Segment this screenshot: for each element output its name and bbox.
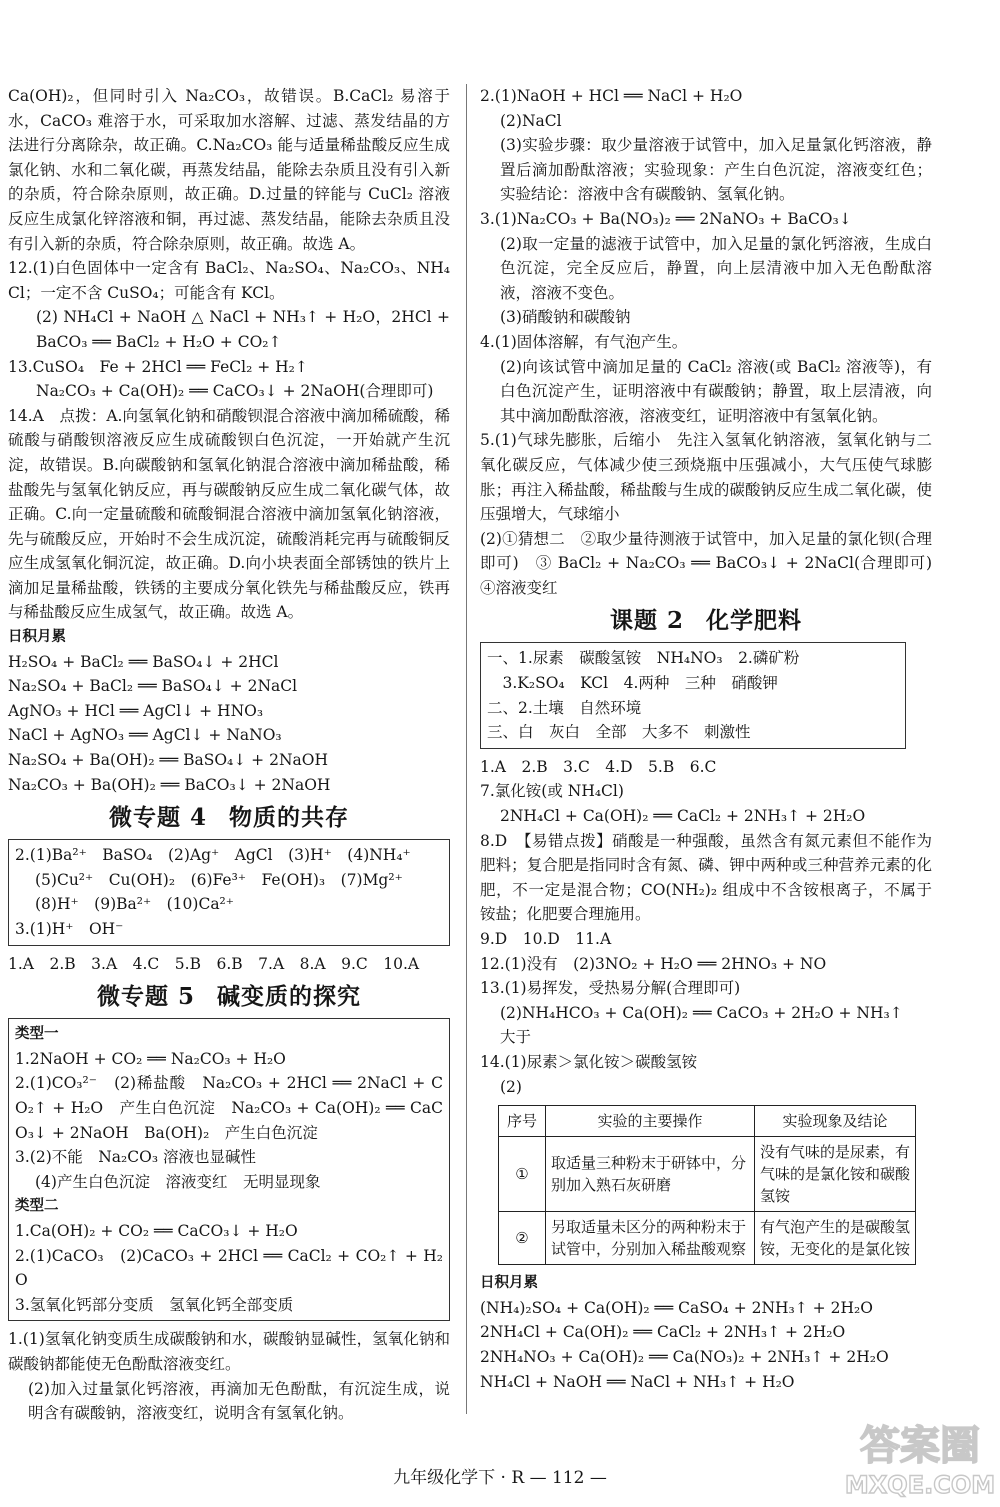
answer-5-1: 5.(1)气球先膨胀，后缩小 先注入氢氧化钠溶液，氢氧化钠与二氧化碳反应，气体减少使三颈烧瓶中压强减小，大气压使气球膨胀；再注入稀盐酸，稀盐酸与生成的碳酸钠反应生成二氧化碳，使压强增大，气球缩小 (480, 431, 932, 524)
table-cell: 取适量三种粉末于研钵中，分别加入熟石灰研磨 (546, 1137, 755, 1212)
answer-box-4 (8, 839, 450, 945)
section-title-number: 课题 2 (609, 607, 684, 635)
table-header: 序号 (499, 1106, 546, 1137)
answer-13-equation: Na₂CO₃ + Ca(OH)₂ ══ CaCO₃↓ + 2NaOH(合理即可) (36, 382, 434, 401)
table-row (499, 1137, 916, 1212)
answer-13-3: 大于 (500, 1028, 532, 1047)
equation: NaCl + AgNO₃ ══ AgCl↓ + NaNO₃ (8, 726, 282, 745)
table-header: 实验的主要操作 (546, 1106, 755, 1137)
type-label: 类型二 (15, 1198, 59, 1215)
box-line: 2.(1)CaCO₃ (2)CaCO₃ + 2HCl ══ CaCl₂ + CO₂↑ + H₂O (15, 1246, 443, 1290)
section-label-riji: 日积月累 (480, 1275, 538, 1292)
equation: NH₄Cl + NaOH ══ NaCl + NH₃↑ + H₂O (480, 1372, 795, 1391)
box-line: (8)H⁺ (9)Ba²⁺ (10)Ca²⁺ (35, 895, 234, 914)
box-line: 2.(1)Ba²⁺ BaSO₄ (2)Ag⁺ AgCl (3)H⁺ (4)NH₄⁺ (15, 846, 411, 865)
answer-2-1: 2.(1)NaOH + HCl ══ NaCl + H₂O (480, 87, 743, 105)
watermark-text: 答案圈 (860, 1423, 980, 1469)
section-title-5 (8, 978, 450, 1016)
answer-2-3: (3)实验步骤：取少量溶液于试管中，加入足量氯化钙溶液，静置后滴加酚酞溶液；实验现象：产生白色沉淀，溶液变红色；实验结论：溶液中含有碳酸钠、氢氧化钠。 (500, 136, 932, 204)
table-cell: 有气泡产生的是碳酸氢铵，无变化的是氯化铵 (755, 1212, 916, 1265)
box-line: 1.Ca(OH)₂ + CO₂ ══ CaCO₃↓ + H₂O (15, 1221, 298, 1240)
answer-13-2: (2)NH₄HCO₃ + Ca(OH)₂ ══ CaCO₃ + 2H₂O + NH₃↑ (500, 1003, 903, 1022)
answer-7-equation: 2NH₄Cl + Ca(OH)₂ ══ CaCl₂ + 2NH₃↑ + 2H₂O (500, 807, 866, 826)
answer-7: 7.氯化铵(或 NH₄Cl) (480, 782, 624, 801)
table-row (499, 1212, 916, 1265)
table-cell: ② (499, 1212, 546, 1265)
answer-14-1: 14.(1)尿素＞氯化铵＞碳酸氢铵 (480, 1052, 698, 1071)
page-footer: 九年级化学下 · R — 112 — (393, 1468, 607, 1488)
table-header-row (499, 1106, 916, 1137)
section-title-4 (8, 799, 450, 837)
box-line: 3.K₂SO₄ KCl 4.两种 三种 硝酸钾 (487, 674, 778, 693)
section-title-text: 化学肥料 (706, 607, 802, 635)
section-title-text: 碱变质的探究 (217, 983, 361, 1011)
watermark-logo (845, 1415, 995, 1503)
box-line: 3.(1)H⁺ OH⁻ (15, 920, 124, 938)
type-label: 类型一 (15, 1026, 59, 1043)
table-header: 实验现象及结论 (755, 1106, 916, 1137)
paragraph: Ca(OH)₂，但同时引入 Na₂CO₃，故错误。B.CaCl₂ 易溶于水，CaCO₃ 难溶于水，可采取加水溶解、过滤、蒸发结晶的方法进行分离除杂，故正确。C.Na₂CO₃ 能与适量稀盐酸反应生成氯化钠、水和二氧化碳，再蒸发结晶，能除去杂质且没有引入新的杂质，符合除杂原则，故正确。D.过量的锌能与 CuCl₂ 溶液反应生成氯化锌溶液和铜，再过滤、蒸发结晶，能除去杂质且没有引入新的杂质，符合除杂原则，故正确。故选 A。 (8, 87, 450, 253)
answer-13-1: 13.(1)易挥发，受热易分解(合理即可) (480, 979, 741, 998)
right-column (480, 84, 948, 1394)
section-label-riji: 日积月累 (8, 629, 66, 646)
answer-4-1: 4.(1)固体溶解，有气泡产生。 (480, 332, 688, 351)
section-title-number: 微专题 4 (108, 804, 207, 832)
equation: (NH₄)₂SO₄ + Ca(OH)₂ ══ CaSO₄ + 2NH₃↑ + 2H₂O (480, 1298, 873, 1317)
box-line: 3.(2)不能 Na₂CO₃ 溶液也显碱性 (15, 1148, 256, 1167)
box-line: 二、2.土壤 自然环境 (487, 698, 642, 717)
answer-8: 8.D 【易错点拨】硝酸是一种强酸，虽然含有氮元素但不能作为肥料；复合肥是指同时含有氮、磷、钾中两种或三种营养元素的化肥，不一定是混合物；CO(NH₂)₂ 组成中不含铵根离子，不属于铵盐；化肥要合理施用。 (480, 831, 932, 924)
section-title-ketí-2 (480, 602, 932, 640)
box-line: 3.氢氧化钙部分变质 氢氧化钙全部变质 (15, 1295, 294, 1314)
answer-2-2: (2)NaCl (500, 111, 562, 130)
equation: 2NH₄NO₃ + Ca(OH)₂ ══ Ca(NO₃)₂ + 2NH₃↑ + 2H₂O (480, 1347, 889, 1366)
box-line: 1.2NaOH + CO₂ ══ Na₂CO₃ + H₂O (15, 1049, 286, 1068)
answer-box-5 (8, 1018, 450, 1321)
experiment-table (498, 1105, 916, 1265)
answers-choice-4: 1.A 2.B 3.A 4.C 5.B 6.B 7.A 8.A 9.C 10.A (8, 954, 420, 973)
answer-14: 14.A 点拨：A.向氢氧化钠和硝酸钡混合溶液中滴加稀硫酸，稀硫酸与硝酸钡溶液反应生成硫酸钡白色沉淀，一开始就产生沉淀，故错误。B.向碳酸钠和氢氧化钠混合溶液中滴加稀盐酸，稀盐酸先与氢氧化钠反应，再与碳酸钠反应生成二氧化碳气体，故正确。C.向一定量硫酸和硫酸铜混合溶液中滴加氢氧化钠溶液，先与硫酸反应，开始时不会生成沉淀，硫酸消耗完再与硫酸铜反应生成氢氧化铜沉淀，故正确。D.向小块表面全部锈蚀的铁片上滴加足量稀盐酸，铁锈的主要成分氧化铁先与稀盐酸反应，铁再与稀盐酸反应生成氢气，故正确。故选 A。 (8, 406, 450, 622)
equation: Na₂SO₄ + Ba(OH)₂ ══ BaSO₄↓ + 2NaOH (8, 751, 328, 770)
box-line: 三、白 灰白 全部 大多不 刺激性 (487, 723, 751, 742)
answers-9-11: 9.D 10.D 11.A (480, 930, 612, 948)
column-divider (466, 84, 467, 1414)
box-line: 2.(1)CO₃²⁻ (2)稀盐酸 Na₂CO₃ + 2HCl ══ 2NaCl + CO₂↑ + H₂O 产生白色沉淀 Na₂CO₃ + Ca(OH)₂ ══ CaCO₃↓ + 2NaOH Ba(OH)₂ 产生白色沉淀 (15, 1074, 443, 1142)
answers-choice: 1.A 2.B 3.C 4.D 5.B 6.C (480, 757, 717, 776)
answer-1-2: (2)加入过量氯化钙溶液，再滴加无色酚酞，有沉淀生成，说明含有碳酸钠，溶液变红，说明含有氢氧化钠。 (28, 1379, 450, 1423)
answer-3-1: 3.(1)Na₂CO₃ + Ba(NO₃)₂ ══ 2NaNO₃ + BaCO₃↓ (480, 209, 852, 228)
answer-13: 13.CuSO₄ Fe + 2HCl ══ FeCl₂ + H₂↑ (8, 357, 308, 376)
answer-box-fertilizer (480, 642, 906, 748)
left-column (8, 84, 450, 1426)
answer-3-3: (3)硝酸钠和碳酸钠 (500, 308, 631, 327)
box-line: 一、1.尿素 碳酸氢铵 NH₄NO₃ 2.磷矿粉 (487, 649, 800, 668)
table-cell: 另取适量未区分的两种粉末于试管中，分别加入稀盐酸观察 (546, 1212, 755, 1265)
equation: AgNO₃ + HCl ══ AgCl↓ + HNO₃ (8, 701, 264, 720)
table-cell: 没有气味的是尿素，有气味的是氯化铵和碳酸氢铵 (755, 1137, 916, 1212)
table-cell: ① (499, 1137, 546, 1212)
answer-12-1: 12.(1)白色固体中一定含有 BaCl₂、Na₂SO₄、Na₂CO₃、NH₄Cl；一定不含 CuSO₄；可能含有 KCl。 (8, 259, 450, 302)
answer-14-2: (2) (500, 1077, 522, 1096)
equation: H₂SO₄ + BaCl₂ ══ BaSO₄↓ + 2HCl (8, 652, 279, 671)
equation: 2NH₄Cl + Ca(OH)₂ ══ CaCl₂ + 2NH₃↑ + 2H₂O (480, 1323, 846, 1342)
box-line: (5)Cu²⁺ Cu(OH)₂ (6)Fe³⁺ Fe(OH)₃ (7)Mg²⁺ (35, 870, 403, 889)
equation: Na₂CO₃ + Ba(OH)₂ ══ BaCO₃↓ + 2NaOH (8, 775, 331, 794)
box-line: (4)产生白色沉淀 溶液变红 无明显现象 (35, 1172, 321, 1191)
watermark-url: MXQE.COM (845, 1471, 995, 1499)
answer-4-2: (2)向该试管中滴加足量的 CaCl₂ 溶液(或 BaCl₂ 溶液等)，有白色沉淀产生，证明溶液中有碳酸钠；静置，取上层清液，向其中滴加酚酞溶液，溶液变红，证明溶液中有氢氧化钠。 (500, 357, 932, 425)
answer-12-2: (2) NH₄Cl + NaOH △ NaCl + NH₃↑ + H₂O，2HCl + BaCO₃ ══ BaCl₂ + H₂O + CO₂↑ (36, 308, 450, 351)
answer-3-2: (2)取一定量的滤液于试管中，加入足量的氯化钙溶液，生成白色沉淀，完全反应后，静置，向上层清液中加入无色酚酞溶液，溶液不变色。 (500, 234, 932, 302)
answer-5-2: (2)①猜想二 ②取少量待测液于试管中，加入足量的氯化钡(合理即可) ③ BaCl₂ + Na₂CO₃ ══ BaCO₃↓ + 2NaCl(合理即可) ④溶液变红 (480, 529, 948, 597)
answer-12: 12.(1)没有 (2)3NO₂ + H₂O ══ 2HNO₃ + NO (480, 954, 827, 973)
section-title-number: 微专题 5 (96, 983, 195, 1011)
answer-1-1: 1.(1)氢氧化钠变质生成碳酸钠和水，碳酸钠显碱性，氢氧化钠和碳酸钠都能使无色酚酞溶液变红。 (8, 1330, 450, 1373)
equation: Na₂SO₄ + BaCl₂ ══ BaSO₄↓ + 2NaCl (8, 677, 298, 696)
section-title-text: 物质的共存 (229, 804, 349, 832)
